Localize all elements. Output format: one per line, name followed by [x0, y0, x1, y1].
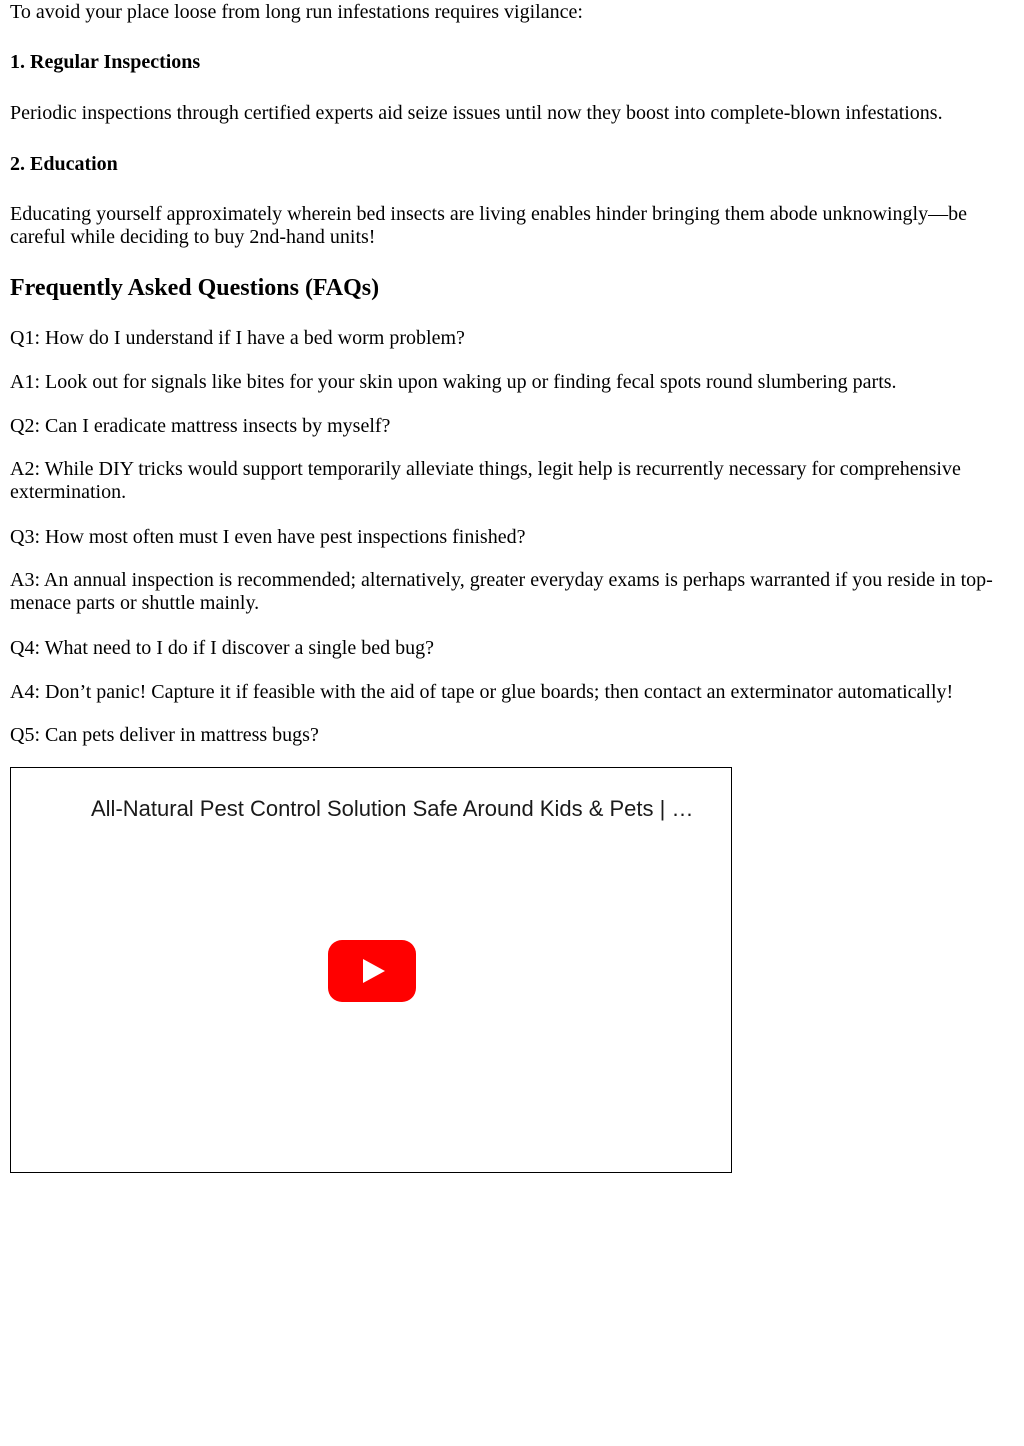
- faq-question: Q3: How most often must I even have pest inspections finished?: [10, 526, 526, 548]
- faq-question: Q4: What need to I do if I discover a single bed bug?: [10, 637, 434, 659]
- intro-text: To avoid your place loose from long run infestations requires vigilance:: [10, 1, 583, 23]
- play-button-graphic: [328, 940, 416, 1002]
- faq-heading: Frequently Asked Questions (FAQs): [10, 275, 380, 301]
- youtube-play-icon[interactable]: [328, 940, 416, 1002]
- section-heading-regular-inspections: 1. Regular Inspections: [10, 51, 201, 73]
- section-body-education: Educating yourself approximately wherein bed insects are living enables hinder bringing them abode unknowingly—be careful while deciding to buy 2nd-hand units!: [10, 203, 967, 248]
- faq-answer: A3: An annual inspection is recommended; alternatively, greater everyday exams is perhaps warranted if you reside in top-menace parts or shuttle mainly.: [10, 569, 993, 614]
- faq-answer: A2: While DIY tricks would support temporarily alleviate things, legit help is recurrently necessary for comprehensive extermination.: [10, 458, 961, 503]
- section-body-regular-inspections: Periodic inspections through certified experts aid seize issues until now they boost into complete-blown infestations.: [10, 102, 943, 124]
- faq-question: Q2: Can I eradicate mattress insects by myself?: [10, 415, 391, 437]
- video-embed[interactable]: [10, 767, 732, 1173]
- video-title[interactable]: All-Natural Pest Control Solution Safe Around Kids & Pets | …: [91, 796, 694, 821]
- faq-answer: A1: Look out for signals like bites for your skin upon waking up or finding fecal spots round slumbering parts.: [10, 371, 897, 393]
- section-heading-education: 2. Education: [10, 153, 118, 175]
- faq-question: Q1: How do I understand if I have a bed worm problem?: [10, 327, 465, 349]
- faq-answer: A4: Don’t panic! Capture it if feasible with the aid of tape or glue boards; then contact an exterminator automatically!: [10, 681, 954, 703]
- faq-question: Q5: Can pets deliver in mattress bugs?: [10, 724, 319, 746]
